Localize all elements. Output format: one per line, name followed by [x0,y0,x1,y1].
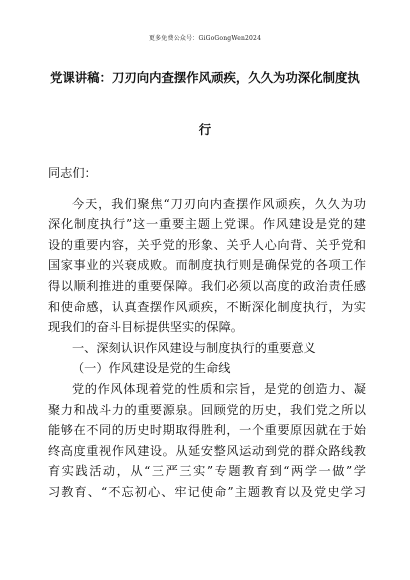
body-line: （一）作风建设是党的生命线 [72,361,231,376]
body-line: 终高度重视作风建设。从延安整风运动到党的群众路线教 [48,443,366,458]
body-line: 现我们的奋斗目标提供坚实的保障。 [48,320,243,335]
header-note: 更多免费公众号：GiGoGongWen2024 [148,35,262,42]
document-body [48,163,366,503]
body-line: 得以顺利推进的重要保障。我们必须以高度的政治责任感 [48,278,366,293]
document-title-line-1: 党课讲稿：刀刃向内查摆作风顽疾，久久为功深化制度执 [50,70,360,85]
body-line: 国家事业的兴衰成败。而制度执行则是确保党的各项工作 [48,258,366,273]
body-line: 深化制度执行”这一重要主题上党课。作风建设是党的建 [48,217,366,232]
body-lines [48,194,366,503]
body-line: 育实践活动，从“三严三实”专题教育到“两学一做”学 [48,464,366,479]
body-line: 设的重要内容，关乎党的形象、关乎人心向背、关乎党和 [48,237,366,252]
body-line: 能够在不同的历史时期取得胜利，一个重要原因就在于始 [48,423,366,438]
body-line: 党的作风体现着党的性质和宗旨，是党的创造力、凝 [72,381,366,396]
body-line: 一、深刻认识作风建设与制度执行的重要意义 [72,340,316,355]
document-title-line-2: 行 [198,122,212,137]
body-line: 今天，我们聚焦“刀刃向内查摆作风顽疾，久久为功 [72,196,366,211]
greeting: 同志们： [48,166,97,180]
body-line: 习教育、“不忘初心、牢记使命”主题教育以及党史学习 [48,484,366,499]
body-line: 和使命感，认真查摆作风顽疾，不断深化制度执行，为实 [48,299,366,314]
paragraph-gap [48,184,366,194]
body-line: 聚力和战斗力的重要源泉。回顾党的历史，我们党之所以 [48,402,366,417]
